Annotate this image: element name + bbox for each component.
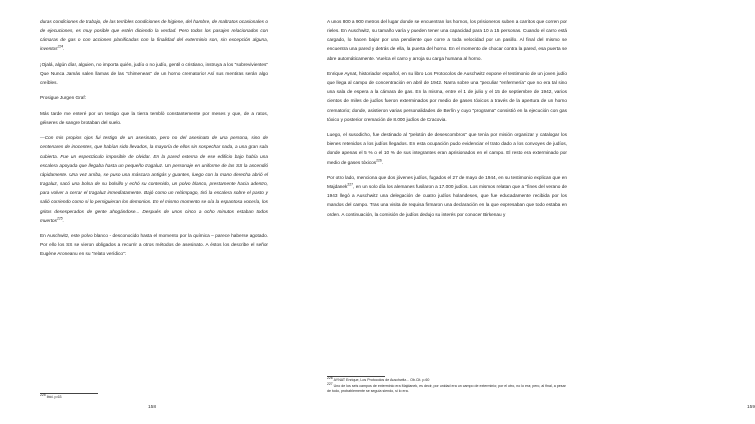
footnote-separator <box>40 393 98 394</box>
page-number-left: 158 <box>148 405 157 410</box>
paragraph: duras condiciones de trabajo, de las terribles condiciones de higiene, del hambre, de maltratos ocasionales o de ejecuciones, es muy posible que estén diciendo la verdad. Pero todos los pasajes relacionados con cámaras de gas o con acciones planificadas con la finalidad del exterminio son, sin excepción alguna, inventos$^{224}$. <box>40 19 268 52</box>
footnote-227: $^{227}$ Uno de los seis campos de exterminio era Majdanek, es decir, por unidad era un campo de exterminio; por el otro, no lo era; pero, al final, a pesar de todo, probablemente se seguía siendo, si lo era. <box>327 382 566 394</box>
paragraph: —Con mis propios ojos fui testigo de un asesinato, pero no del asesinato de una persona, sino de centenares de inocentes, que habían sido llevados, la mayoría de ellos sin sospechar nada, a una gran sala cubierta. Fue un espectáculo imposible de olvidar. En la pared externa de ese edificio bajo había una escalera apoyada que llegaba hasta un pequeño tragaluz. Un personaje en uniforme de las SS la ascendió rápidamente. Una vez arriba, se puso una máscara antigás y guantes, luego con la mano derecha abrió el tragaluz, sacó una bolsa de su bolsillo y echó su contenido, un polvo blanco, prestamente hacia adentro, para volver a cerrar el tragaluz inmediatamente. Bajó como un relámpago, tiró la escalera sobre el pasto y salió corriendo como si lo persiguieran los demonios. En el mismo momento se oía la espantosa vocería, los gritos desesperados de gente ahogándose... Después de unos cinco a ocho minutos estaban todos muertos$^{225}$. <box>40 135 268 223</box>
paragraph: Luego, el susodicho, fue destinado al "pelotón de desescombros" que tenía por misión organizar y catalogar los bienes retenidos a los judíos llegados. En esta ocupación pudo evidenciar el trato dado a los convoyes de judíos, donde apenas el 5 % o el 10 % de sus integrantes eran aprisionados en el campo. El resto era exterminado por medio de gases tóxicos$^{226}$. <box>327 132 567 165</box>
paragraph: ¡Ojalá, algún día!, alguien, no importa quién, judío o no judío, gentil o cristiano, instruya a los "sobrevivientes" Que Nunca Jamás salen llamas de las "chimeneas" de un horno crematorio! Así sus mentiras serán algo creíbles. <box>40 61 268 86</box>
footnote-reference: 227 <box>347 182 354 187</box>
paragraph: Prosigue Jurgen Graf: <box>40 95 87 101</box>
paragraph: Por otro lado, menciona que dos jóvenes judíos, fugados el 27 de mayo de 1944, en su testimonio explican que en Majdanek$^{227}$, en un solo día los alemanes fusilaron a 17.000 judíos. Los mismos relatan que a "fines del verano de 1943 llegó a Auschwitz una delegación de cuatro judíos holandeses, que fue educadamente recibida por los mandos del campo. Tras una visita de requisa firmaron una declaración en la que expresaban que todo estaba en orden. A continuación, la comisión de judíos dedujo su interés por conocer Birkenau y <box>327 174 567 217</box>
footnote-reference: 226 <box>376 158 382 162</box>
footnote-separator <box>327 376 385 377</box>
footnote-reference: 224 <box>57 44 64 49</box>
paragraph: A unos 800 a 900 metros del lugar donde se encuentran los hornos, los prisioneros suben a carritos que corren por rieles. En Auschwitz, su tamaño varía y pueden tener una capacidad para 10 a 15 personas. Cuando el carro está cargado, lo hacen bajar por una pendiente que corre a toda velocidad por un pasillo. Al final del mismo se encuentra una pared y detrás de ella, la puerta del horno. En el momento de chocar contra la pared, esa puerta se abre automáticamente. Vuelca el carro y arroja su carga humana al horno. <box>327 19 567 61</box>
footnote-225: $^{225}$ Ibid. p.63 <box>40 393 62 400</box>
page-number-right: 159 <box>747 405 755 410</box>
paragraph: En Auschwitz, este polvo blanco - desconocido hasta el momento por la química – parece haberse agotado. Por ello los SS se vieron obligados a recurrir a otros métodos de asesinato. A éstos los describe el señor Eugène Aroneanu en su "relato verídico": <box>40 233 268 257</box>
footnote-reference: 225 <box>57 216 63 221</box>
left-page <box>0 0 300 424</box>
paragraph: Enrique Aynat, historiador español, en su libro Los Protocolos de Auschwitz expone el testimonio de un joven judío que llega al campo de concentración en abril de 1942. Narra sobre una "peculiar "enfermería" que no era tal sino una sala de espera a la cámara de gas. En la misma, entre el 1 de julio y el 15 de septiembre de 1942, varios cientos de miles de judíos fueron exterminados por medio de gases tóxicos a través de la apertura de un horno crematorio; donde, asistieron varias personalidades de Berlín y cuyo "programa" consistió en la ejecución con gas tóxico y posterior cremación de 8.000 judíos de Cracovia. <box>327 70 567 122</box>
right-text-column <box>327 17 567 225</box>
left-text-column <box>40 17 268 265</box>
paragraph: Más tarde me enteré por un testigo que la tierra temblò constantemente por meses y que, de a ratos, géiseres de sangre brotaban del suelo. <box>40 110 268 125</box>
footnote-226: $^{226}$ AYNAT Enrique, Los Protocolos de Auschwitz... Ob.Cit. p.60 <box>327 376 430 383</box>
right-page <box>300 0 755 424</box>
